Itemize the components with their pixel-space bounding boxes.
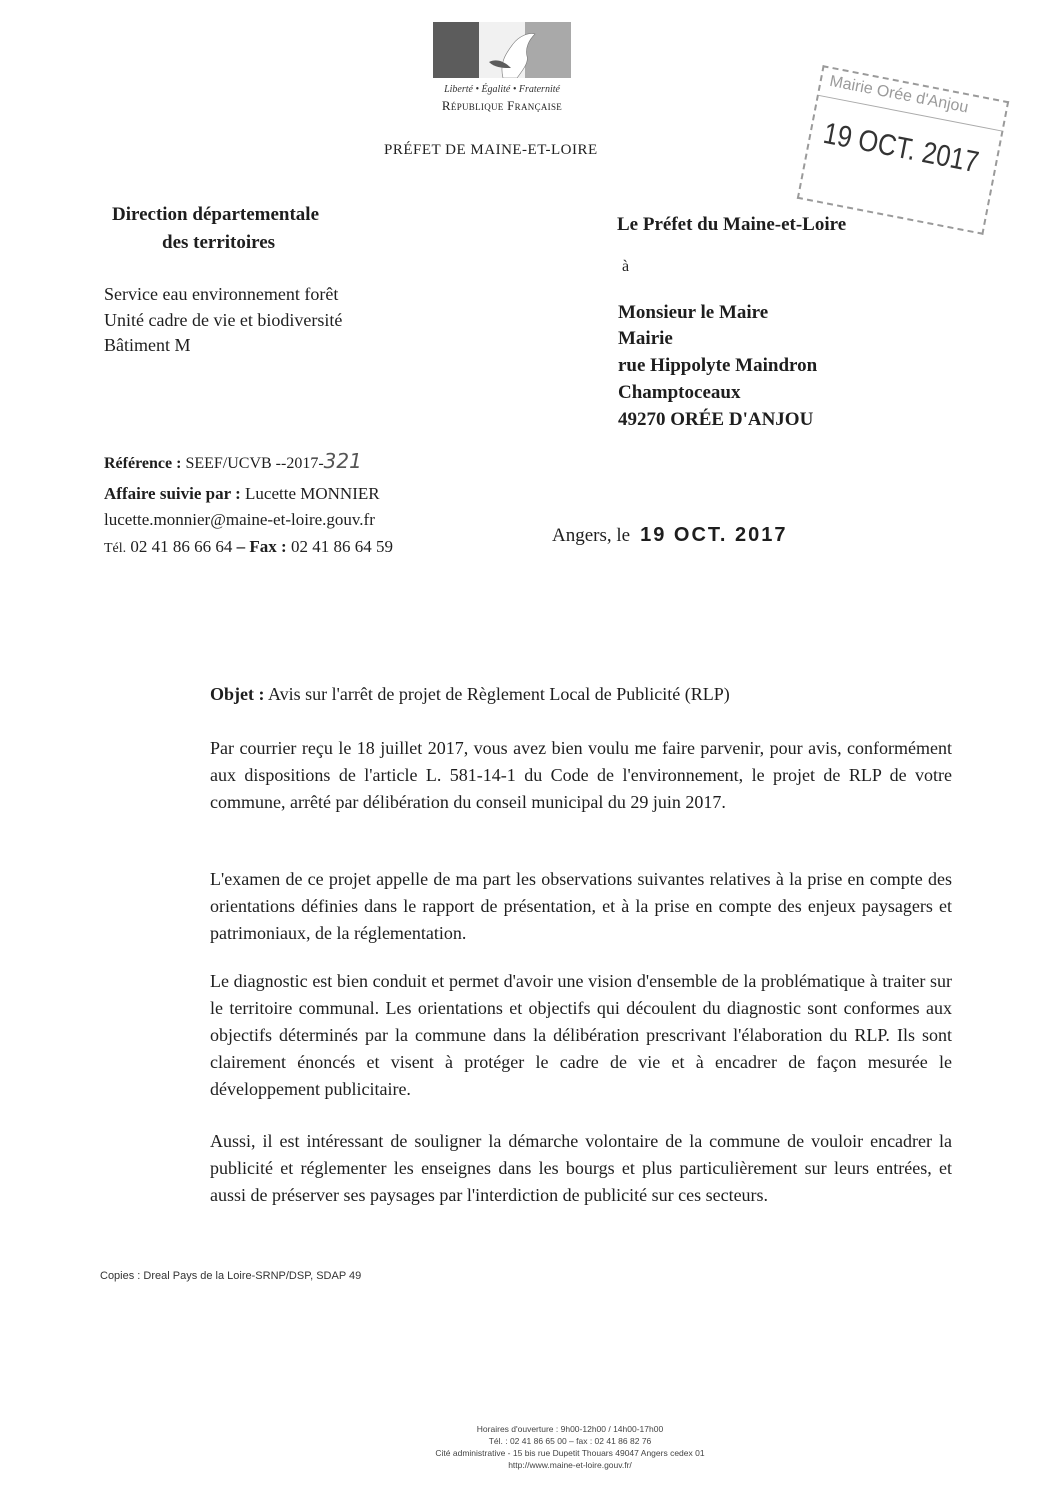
affaire-name: Lucette MONNIER <box>245 484 380 503</box>
address-line: Monsieur le Maire <box>618 302 769 323</box>
body-paragraph: L'examen de ce projet appelle de ma part les observations suivantes relatives à la prise en compte des orientations définies dans le rapport de présentation, et à la prise en compte des enjeux paysagers et patrimoniaux, de la réglementation. <box>210 869 952 943</box>
affaire-suivie <box>104 484 380 504</box>
footer-hours: Horaires d'ouverture : 9h00-12h00 / 14h00-17h00 <box>476 1424 664 1434</box>
page-footer <box>380 1423 760 1471</box>
letter-from: Le Préfet du Maine-et-Loire <box>617 214 847 235</box>
contact-phone <box>104 537 393 557</box>
logo-republique: République Française <box>441 98 563 113</box>
contact-email: lucette.monnier@maine-et-loire.gouv.fr <box>104 510 375 529</box>
fax-number: 02 41 86 64 59 <box>290 537 393 556</box>
body-paragraph: Aussi, il est intéressant de souligner la démarche volontaire de la commune de vouloir encadrer la publicité et réglementer les enseignes dans les bourgs et plus particulièrement sur leurs entrées, et aussi de préserver ses paysages par l'interdiction de publicité sur ces secteurs. <box>210 1131 952 1205</box>
letter-subject <box>210 684 730 705</box>
reference-value: SEEF/UCVB --2017- <box>185 455 324 472</box>
address-line: Champtoceaux <box>618 382 741 403</box>
direction-line2: des territoires <box>162 232 276 253</box>
fax-label: – Fax : <box>236 537 287 556</box>
affaire-label: Affaire suivie par : <box>104 484 241 503</box>
body-paragraph: Le diagnostic est bien conduit et permet d'avoir une vision d'ensemble de la problématique à traiter sur le territoire communal. Les orientations et objectifs qui découlent du diagnostic sont conformes aux objectifs déterminés par la commune dans la délibération prescrivant l'élaboration du RLP. Ils sont clairement énoncés et visent à protéger le cadre de vie et à encadrer de façon mesurée le développement publicitaire. <box>210 971 952 1099</box>
footer-phone: Tél. : 02 41 86 65 00 – fax : 02 41 86 82 76 <box>488 1436 652 1446</box>
date-place: Angers, le <box>552 525 631 546</box>
tel-number: 02 41 86 66 64 <box>130 537 233 556</box>
copies-line: Copies : Dreal Pays de la Loire-SRNP/DSP, SDAP 49 <box>100 1270 362 1282</box>
date-stamp: 19 OCT. 2017 <box>640 524 788 546</box>
letter-a: à <box>622 258 630 275</box>
stamp-date: 19 OCT. 2017 <box>820 116 982 180</box>
letter-date <box>552 524 788 547</box>
direction-line1: Direction départementale <box>112 204 320 225</box>
service-line: Service eau environnement forêt <box>104 284 339 304</box>
marianne-logo <box>428 22 576 114</box>
stamp-mairie-name: Mairie Orée d'Anjou <box>828 72 970 117</box>
reference-number: 321 <box>323 449 362 473</box>
service-line: Bâtiment M <box>104 335 191 355</box>
reference <box>104 449 362 473</box>
footer-address: Cité administrative - 15 bis rue Dupetit Thouars 49047 Angers cedex 01 <box>435 1448 705 1458</box>
service-line: Unité cadre de vie et biodiversité <box>104 310 343 330</box>
address-line: Mairie <box>618 328 673 349</box>
address-line: 49270 ORÉE D'ANJOU <box>618 409 814 430</box>
objet-text: Avis sur l'arrêt de projet de Règlement Local de Publicité (RLP) <box>268 684 730 704</box>
address-line: rue Hippolyte Maindron <box>618 355 818 376</box>
reference-label: Référence : <box>104 455 182 472</box>
logo-motto: Liberté • Égalité • Fraternité <box>444 84 560 95</box>
body-paragraph: Par courrier reçu le 18 juillet 2017, vous avez bien voulu me faire parvenir, pour avis, conformément aux dispositions de l'article L. 581-14-1 du Code de l'environnement, le projet de RLP de votre commune, arrêté par délibération du conseil municipal du 29 juin 2017. <box>210 738 952 812</box>
reception-stamp <box>797 65 1009 235</box>
prefet-heading: PRÉFET DE MAINE-ET-LOIRE <box>384 142 598 158</box>
footer-website: http://www.maine-et-loire.gouv.fr/ <box>508 1460 632 1470</box>
objet-label: Objet : <box>210 684 265 704</box>
marianne-flag-icon <box>433 22 571 78</box>
tel-label: Tél. <box>104 541 127 556</box>
